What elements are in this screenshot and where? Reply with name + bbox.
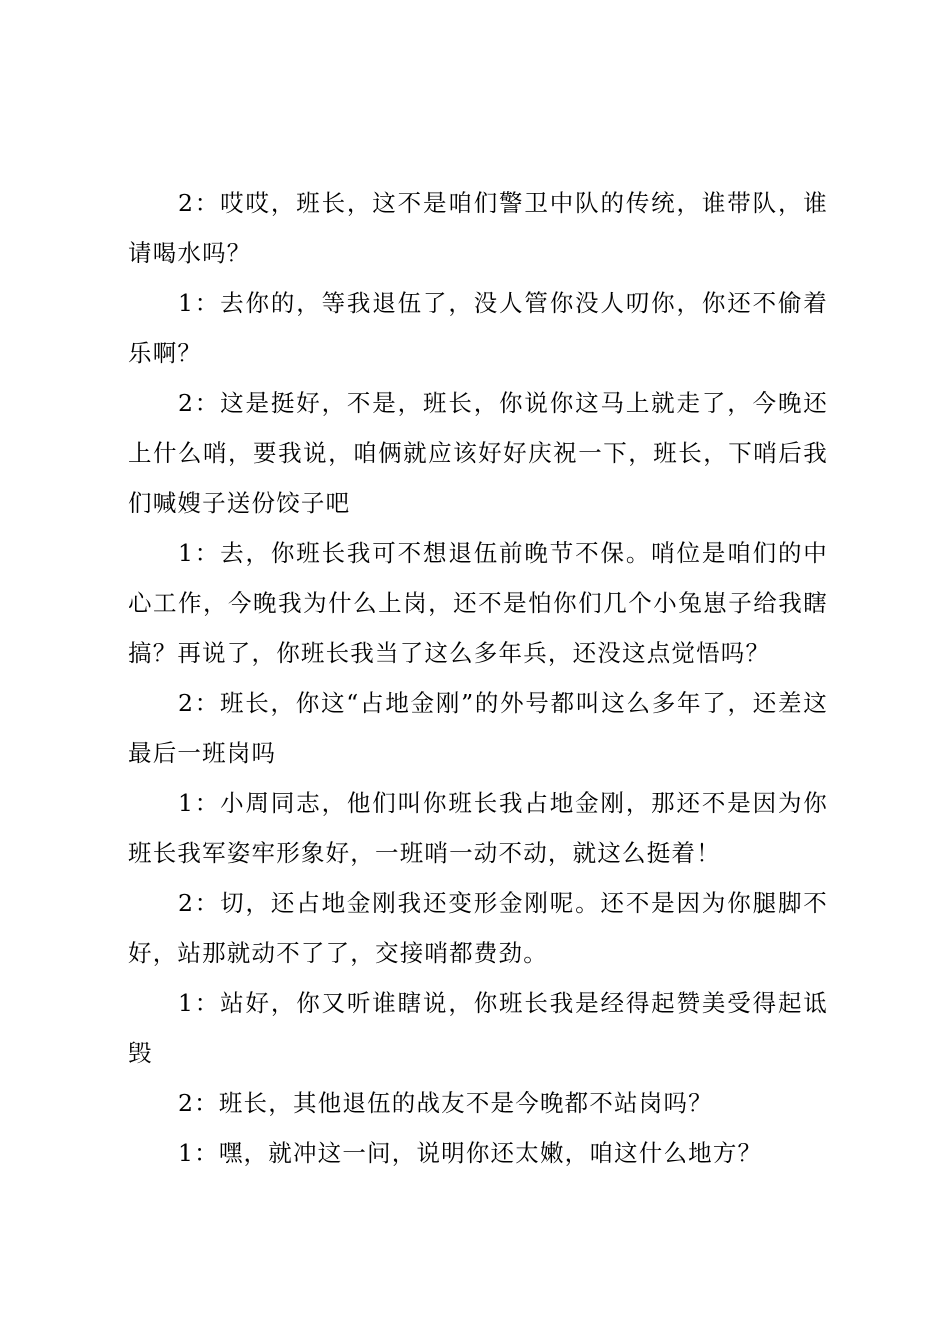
dialogue-paragraph: 2：这是挺好，不是，班长，你说你这马上就走了，今晚还上什么哨，要我说，咱俩就应该好好庆祝一下，班长，下哨后我们喊嫂子送份饺子吧 — [128, 389, 828, 517]
dialogue-paragraph: 2：哎哎，班长，这不是咱们警卫中队的传统，谁带队，谁请喝水吗？ — [128, 189, 828, 267]
dialogue-paragraph: 1：去你的，等我退伍了，没人管你没人叨你，你还不偷着乐啊？ — [128, 289, 828, 367]
dialogue-paragraph: 1：小周同志，他们叫你班长我占地金刚，那还不是因为你班长我军姿牢形象好，一班哨一动不动，就这么挺着！ — [128, 789, 828, 867]
dialogue-paragraph: 2：班长，其他退伍的战友不是今晚都不站岗吗？ — [178, 1089, 713, 1117]
dialogue-body — [128, 178, 828, 1178]
dialogue-paragraph: 1：站好，你又听谁瞎说，你班长我是经得起赞美受得起诋毁 — [128, 989, 828, 1067]
dialogue-paragraph: 2：切，还占地金刚我还变形金刚呢。还不是因为你腿脚不好，站那就动不了了，交接哨都费劲。 — [128, 889, 828, 967]
dialogue-paragraph: 1：嘿，就冲这一问，说明你还太嫩，咱这什么地方？ — [178, 1139, 763, 1167]
dialogue-paragraph: 2：班长，你这“占地金刚”的外号都叫这么多年了，还差这最后一班岗吗 — [128, 689, 828, 767]
dialogue-paragraph: 1：去，你班长我可不想退伍前晚节不保。哨位是咱们的中心工作，今晚我为什么上岗，还不是怕你们几个小兔崽子给我瞎搞？再说了，你班长我当了这么多年兵，还没这点觉悟吗？ — [128, 539, 828, 667]
